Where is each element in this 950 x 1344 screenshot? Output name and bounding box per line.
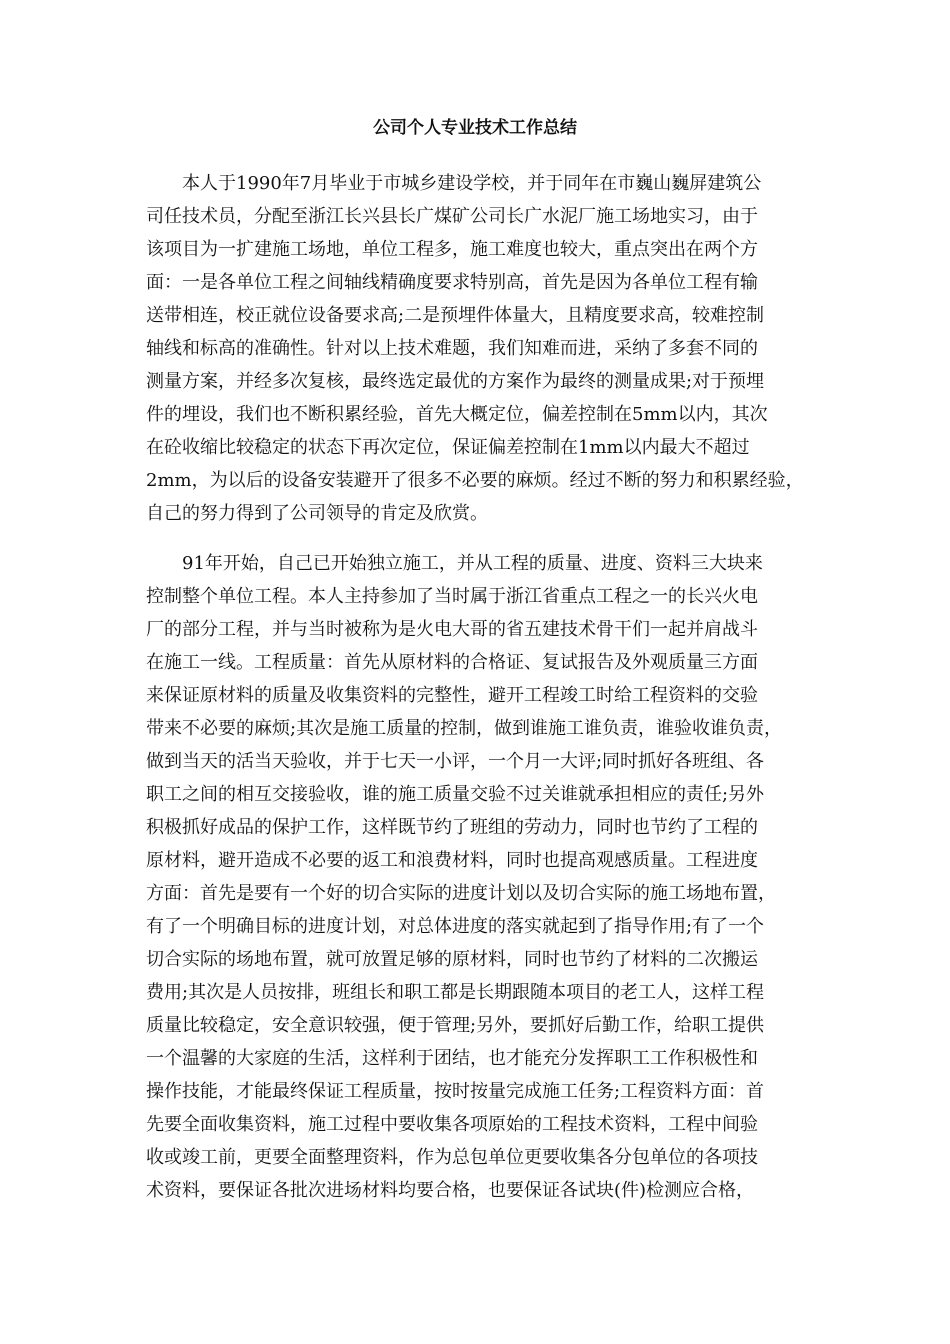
- text-line: 术资料，要保证各批次进场材料均要合格，也要保证各试块(件)检测应合格，: [146, 1180, 755, 1201]
- text-line: 测量方案，并经多次复核，最终选定最优的方案作为最终的测量成果;对于预埋: [146, 371, 765, 392]
- text-line: 2mm，为以后的设备安装避开了很多不必要的麻烦。经过不断的努力和积累经验，: [146, 470, 804, 491]
- text-line: 做到当天的活当天验收，并于七天一小评，一个月一大评;同时抓好各班组、各: [146, 751, 765, 772]
- text-line: 面：一是各单位工程之间轴线精确度要求特别高，首先是因为各单位工程有输: [146, 272, 758, 293]
- text-line: 件的埋设，我们也不断积累经验，首先大概定位，偏差控制在5mm以内，其次: [146, 404, 768, 425]
- text-line: 积极抓好成品的保护工作，这样既节约了班组的劳动力，同时也节约了工程的: [146, 817, 758, 838]
- text-line: 有了一个明确目标的进度计划，对总体进度的落实就起到了指导作用;有了一个: [146, 916, 765, 937]
- text-line: 先要全面收集资料，施工过程中要收集各项原始的工程技术资料，工程中间验: [146, 1114, 758, 1135]
- paragraph-1: [146, 167, 826, 530]
- document-title: 公司个人专业技术工作总结: [373, 118, 577, 138]
- text-line: 一个温馨的大家庭的生活，这样利于团结，也才能充分发挥职工工作积极性和: [146, 1048, 758, 1069]
- text-line: 轴线和标高的准确性。针对以上技术难题，我们知难而进，采纳了多套不同的: [146, 338, 758, 359]
- text-line: 控制整个单位工程。本人主持参加了当时属于浙江省重点工程之一的长兴火电: [146, 586, 758, 607]
- text-line: 送带相连，校正就位设备要求高;二是预埋件体量大，且精度要求高，较难控制: [146, 305, 765, 326]
- paragraph-2: [146, 547, 826, 1207]
- text-line: 来保证原材料的质量及收集资料的完整性，避开工程竣工时给工程资料的交验: [146, 685, 758, 706]
- text-line: 原材料，避开造成不必要的返工和浪费材料，同时也提高观感质量。工程进度: [146, 850, 758, 871]
- text-line: 质量比较稳定，安全意识较强，便于管理;另外，要抓好后勤工作，给职工提供: [146, 1015, 765, 1036]
- text-line: 自己的努力得到了公司领导的肯定及欣赏。: [146, 503, 488, 524]
- text-line: 收或竣工前，更要全面整理资料，作为总包单位更要收集各分包单位的各项技: [146, 1147, 758, 1168]
- text-line: 司任技术员，分配至浙江长兴县长广煤矿公司长广水泥厂施工场地实习，由于: [146, 206, 758, 227]
- text-line: 在砼收缩比较稳定的状态下再次定位，保证偏差控制在1mm以内最大不超过: [146, 437, 750, 458]
- text-line: 费用;其次是人员按排，班组长和职工都是长期跟随本项目的老工人，这样工程: [146, 982, 765, 1003]
- text-line: 厂的部分工程，并与当时被称为是火电大哥的省五建技术骨干们一起并肩战斗: [146, 619, 758, 640]
- text-line: 带来不必要的麻烦;其次是施工质量的控制，做到谁施工谁负责，谁验收谁负责，: [146, 718, 783, 739]
- text-line: 该项目为一扩建施工场地，单位工程多，施工难度也较大，重点突出在两个方: [146, 239, 758, 260]
- text-line: 本人于1990年7月毕业于市城乡建设学校，并于同年在市巍山巍屏建筑公: [146, 173, 762, 194]
- text-line: 切合实际的场地布置，就可放置足够的原材料，同时也节约了材料的二次搬运: [146, 949, 758, 970]
- text-line: 方面：首先是要有一个好的切合实际的进度计划以及切合实际的施工场地布置，: [146, 883, 776, 904]
- text-line: 91年开始，自己已开始独立施工，并从工程的质量、进度、资料三大块来: [146, 553, 763, 574]
- text-line: 操作技能，才能最终保证工程质量，按时按量完成施工任务;工程资料方面：首: [146, 1081, 765, 1102]
- text-line: 在施工一线。工程质量：首先从原材料的合格证、复试报告及外观质量三方面: [146, 652, 758, 673]
- text-line: 职工之间的相互交接验收，谁的施工质量交验不过关谁就承担相应的责任;另外: [146, 784, 765, 805]
